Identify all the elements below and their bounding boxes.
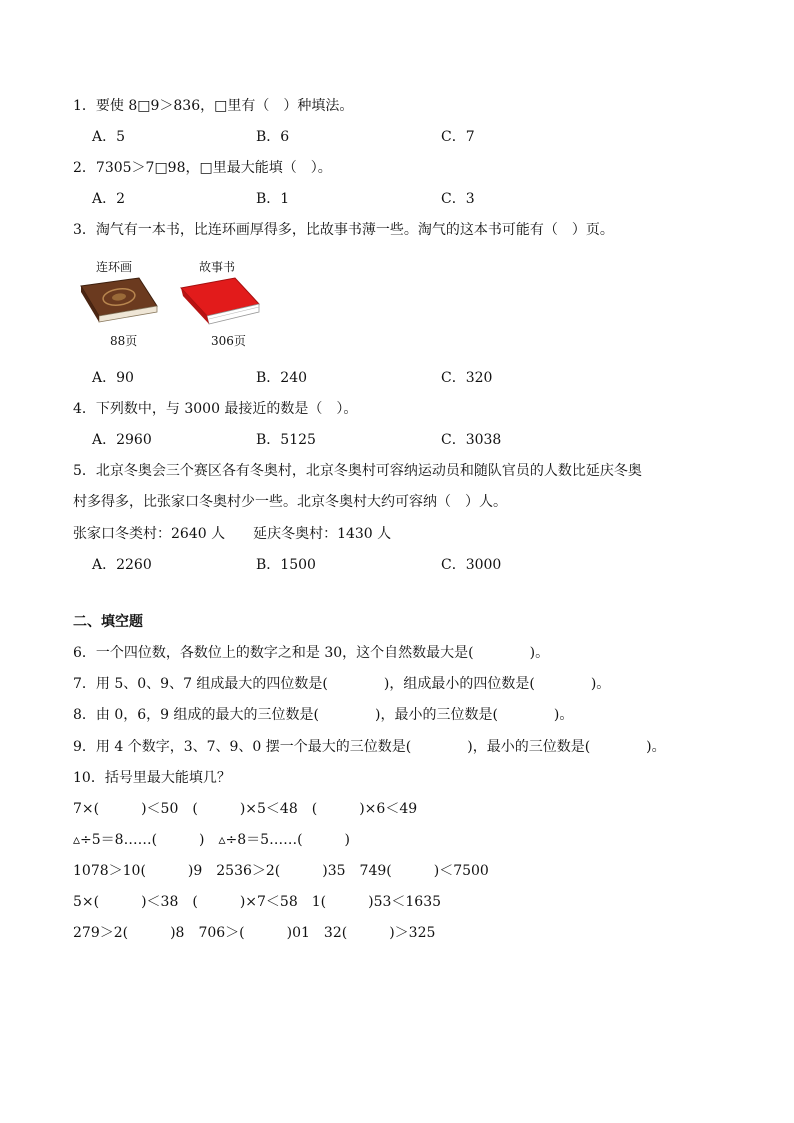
book1-title: 连环画 xyxy=(96,260,133,274)
q5-stem-line2: 村多得多，比张家口冬奥村少一些。北京冬奥村大约可容纳（ ）人。 xyxy=(73,494,507,510)
q7-stem: 7．用 5、0、9、7 组成最大的四位数是( )，组成最小的四位数是( )。 xyxy=(73,676,611,692)
q10-row: 5×( )＜38 ( )×7＜58 1( )53＜1635 xyxy=(73,894,442,910)
book2-pages: 306页 xyxy=(211,334,246,348)
q5-option-b[interactable]: B．1500 xyxy=(256,557,316,573)
q10-title: 10．括号里最大能填几？ xyxy=(73,770,231,786)
q4-option-c[interactable]: C．3038 xyxy=(441,432,502,448)
q1-option-b[interactable]: B．6 xyxy=(256,129,290,145)
q1-option-c[interactable]: C．7 xyxy=(441,129,475,145)
q4-option-b[interactable]: B．5125 xyxy=(256,432,316,448)
q2-option-b[interactable]: B．1 xyxy=(256,191,290,207)
q5-stem-line1: 5．北京冬奥会三个赛区各有冬奥村，北京冬奥村可容纳运动员和随队官员的人数比延庆冬奥 xyxy=(73,463,642,479)
q3-option-b[interactable]: B．240 xyxy=(256,370,308,386)
q4-stem: 4．下列数中，与 3000 最接近的数是（ ）。 xyxy=(73,401,358,417)
q4-option-a[interactable]: A．2960 xyxy=(92,432,152,448)
q10-row: ▵÷5＝8……( ) ▵÷8＝5……( ) xyxy=(73,832,350,848)
brown-book-icon xyxy=(77,276,159,328)
q1-option-a[interactable]: A．5 xyxy=(92,129,126,145)
book1-pages: 88页 xyxy=(110,334,138,348)
q9-stem: 9．用 4 个数字，3、7、9、0 摆一个最大的三位数是( )，最小的三位数是( )。 xyxy=(73,739,666,755)
q6-stem: 6．一个四位数，各数位上的数字之和是 30，这个自然数最大是( )。 xyxy=(73,645,550,661)
q10-row: 279＞2( )8 706＞( )01 32( )＞325 xyxy=(73,925,436,941)
q2-stem: 2．7305＞7□98，□里最大能填（ ）。 xyxy=(73,160,332,176)
section-heading-fill-in: 二、填空题 xyxy=(73,614,143,630)
q5-option-c[interactable]: C．3000 xyxy=(441,557,502,573)
red-book-icon xyxy=(179,276,261,328)
q3-option-c[interactable]: C．320 xyxy=(441,370,493,386)
q10-row: 7×( )＜50 ( )×5＜48 ( )×6＜49 xyxy=(73,801,418,817)
q1-stem: 1．要使 8□9＞836，□里有（ ）种填法。 xyxy=(73,98,354,114)
q2-option-c[interactable]: C．3 xyxy=(441,191,475,207)
q8-stem: 8．由 0，6，9 组成的最大的三位数是( )，最小的三位数是( )。 xyxy=(73,707,574,723)
q3-option-a[interactable]: A．90 xyxy=(92,370,134,386)
q2-option-a[interactable]: A．2 xyxy=(92,191,126,207)
q5-option-a[interactable]: A．2260 xyxy=(92,557,152,573)
q5-info-line: 张家口冬类村：2640 人 延庆冬奥村：1430 人 xyxy=(73,526,392,542)
q10-row: 1078＞10( )9 2536＞2( )35 749( )＜7500 xyxy=(73,863,489,879)
q3-stem: 3．淘气有一本书，比连环画厚得多，比故事书薄一些。淘气的这本书可能有（ ）页。 xyxy=(73,222,614,238)
book2-title: 故事书 xyxy=(199,260,236,274)
